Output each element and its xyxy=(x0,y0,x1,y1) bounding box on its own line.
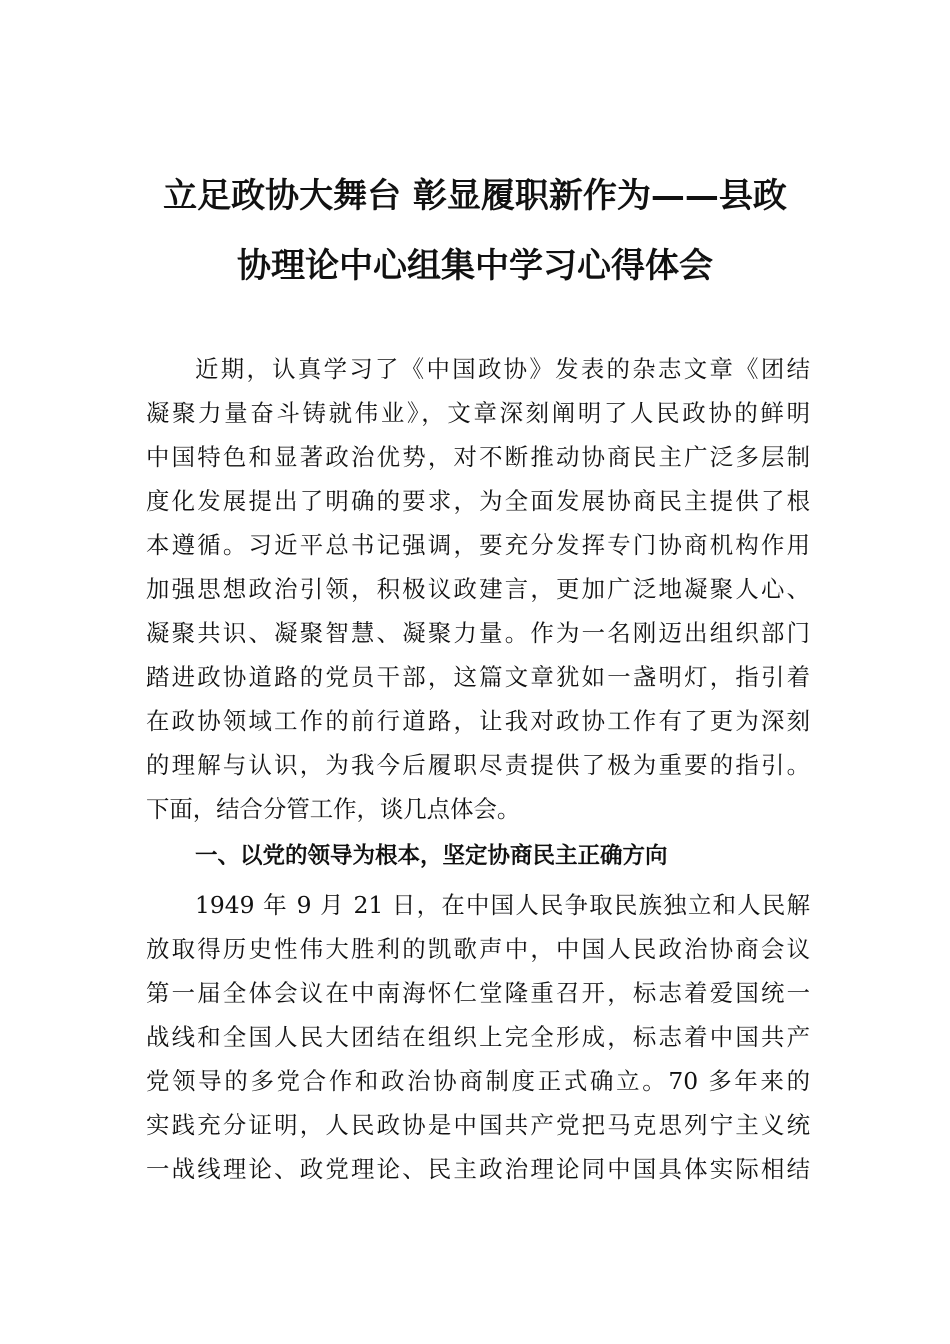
paragraph-line: 实践充分证明，人民政协是中国共产党把马克思列宁主义统 xyxy=(146,1111,810,1139)
section-heading-1: 一、以党的领导为根本，坚定协商民主正确方向 xyxy=(195,843,668,869)
document-title-line-1: 立足政协大舞台 彰显履职新作为——县政 xyxy=(163,176,787,216)
paragraph-line: 近期，认真学习了《中国政协》发表的杂志文章《团结 xyxy=(195,355,810,383)
paragraph-line: 中国特色和显著政治优势，对不断推动协商民主广泛多层制 xyxy=(146,443,810,471)
paragraph-line: 凝聚力量奋斗铸就伟业》，文章深刻阐明了人民政协的鲜明 xyxy=(146,399,810,427)
paragraph-line: 在政协领域工作的前行道路，让我对政协工作有了更为深刻 xyxy=(146,707,810,735)
paragraph-line: 度化发展提出了明确的要求，为全面发展协商民主提供了根 xyxy=(146,487,810,515)
paragraph-line: 第一届全体会议在中南海怀仁堂隆重召开，标志着爱国统一 xyxy=(146,979,810,1007)
paragraph-line: 一战线理论、政党理论、民主政治理论同中国具体实际相结 xyxy=(146,1155,810,1183)
paragraph-line: 1949 年 9 月 21 日，在中国人民争取民族独立和人民解 xyxy=(195,891,810,919)
paragraph-line: 放取得历史性伟大胜利的凯歌声中，中国人民政治协商会议 xyxy=(146,935,810,963)
document-title-line-2: 协理论中心组集中学习心得体会 xyxy=(237,246,713,286)
paragraph-line: 战线和全国人民大团结在组织上完全形成，标志着中国共产 xyxy=(146,1023,810,1051)
paragraph-line: 加强思想政治引领，积极议政建言，更加广泛地凝聚人心、 xyxy=(146,575,810,603)
paragraph-line: 的理解与认识，为我今后履职尽责提供了极为重要的指引。 xyxy=(146,751,810,779)
paragraph-line: 本遵循。习近平总书记强调，要充分发挥专门协商机构作用 xyxy=(146,531,810,559)
paragraph-line: 下面，结合分管工作，谈几点体会。 xyxy=(146,795,521,823)
paragraph-line: 踏进政协道路的党员干部，这篇文章犹如一盏明灯，指引着 xyxy=(146,663,810,691)
paragraph-line: 凝聚共识、凝聚智慧、凝聚力量。作为一名刚迈出组织部门 xyxy=(146,619,810,647)
paragraph-line: 党领导的多党合作和政治协商制度正式确立。70 多年来的 xyxy=(146,1067,810,1095)
